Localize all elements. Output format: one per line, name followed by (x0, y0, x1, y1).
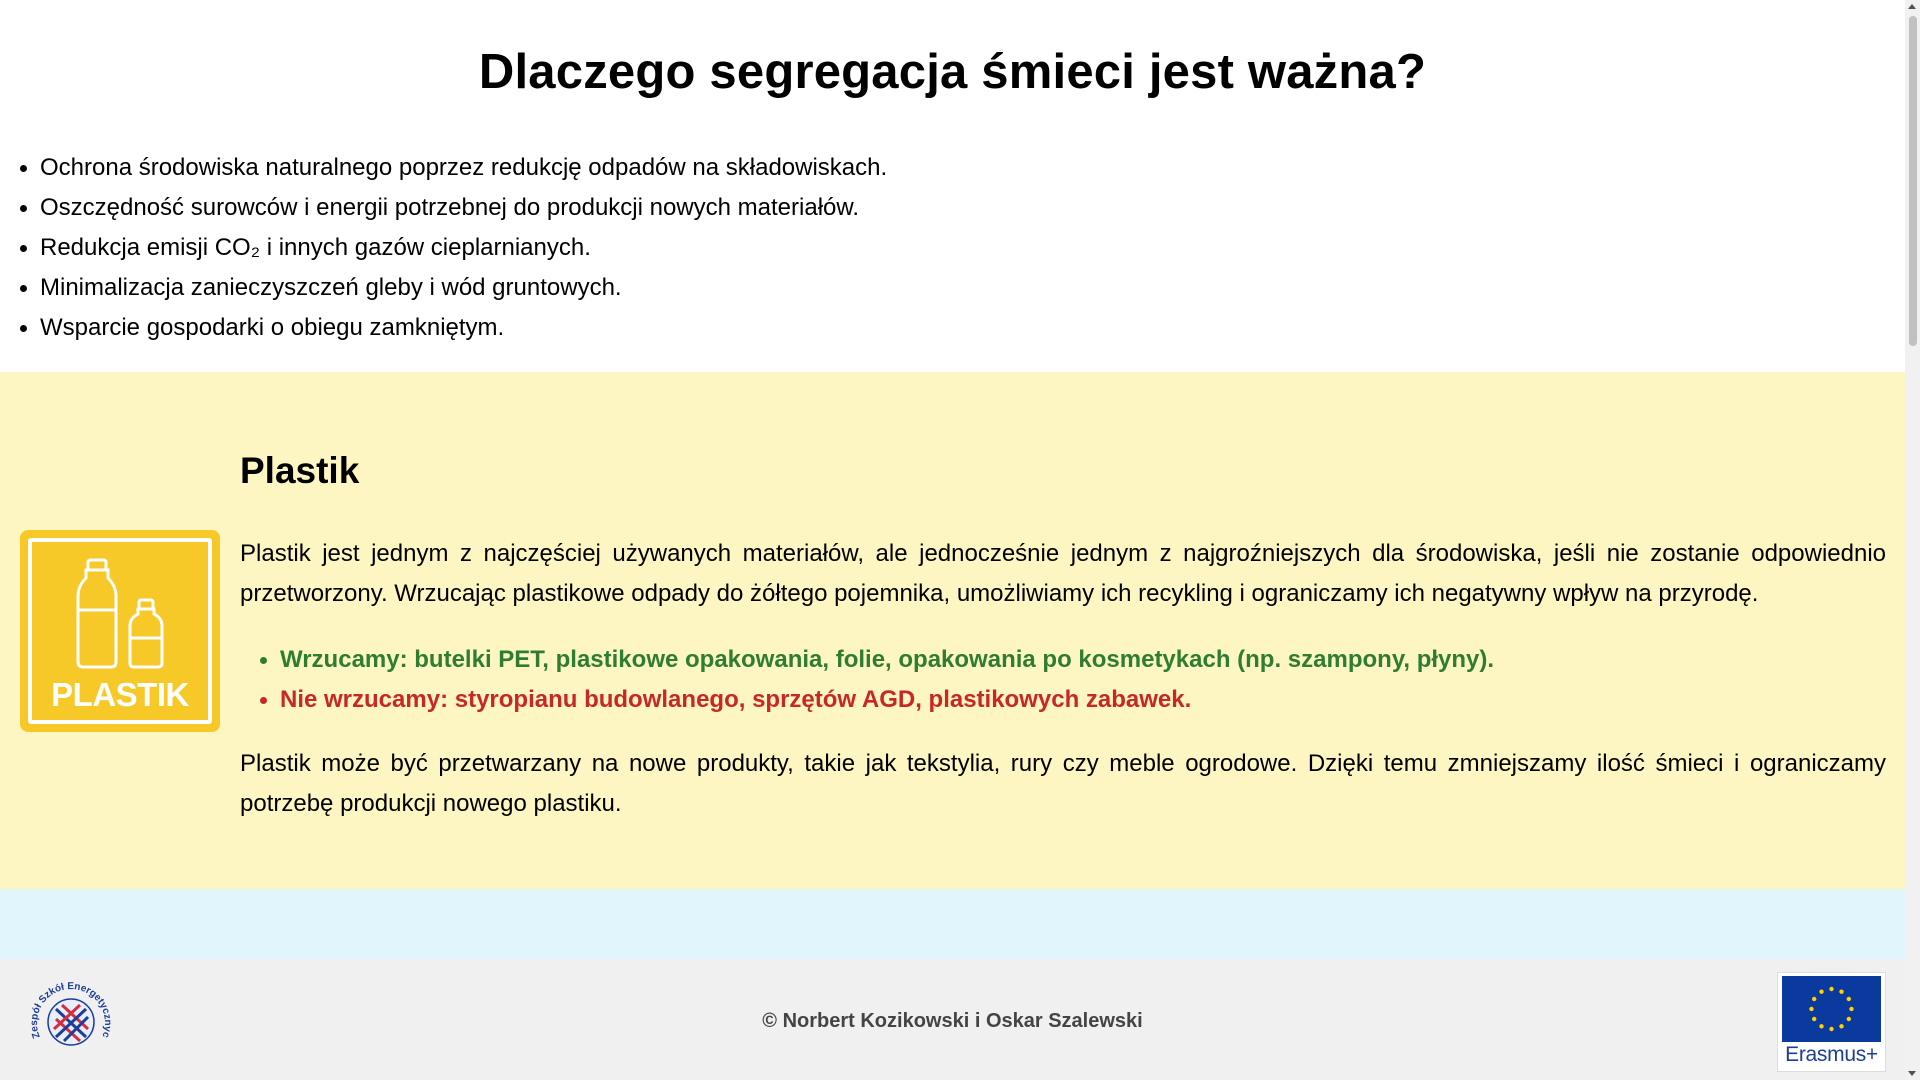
vertical-scrollbar[interactable] (1905, 0, 1920, 1080)
list-item: Wsparcie gospodarki o obiegu zamkniętym. (40, 308, 887, 348)
next-section (0, 889, 1905, 959)
intro-section (0, 0, 1905, 372)
reasons-list (40, 148, 887, 348)
list-item: Ochrona środowiska naturalnego poprzez redukcję odpadów na składowiskach. (40, 148, 887, 188)
section-heading: Plastik (240, 450, 360, 491)
plastic-description: Plastik jest jednym z najczęściej używanych materiałów, ale jednocześnie jednym z najgroźniejszych dla środowiska, jeśli nie zostanie odpowiednio przetworzony. Wrzucając plastikowe odpady do żółtego pojemnika, umożliwiamy ich recykling i ograniczamy ich negatywny wpływ na przyrodę. (240, 540, 1886, 607)
erasmus-logo (1777, 972, 1886, 1072)
scrollbar-thumb[interactable] (1909, 16, 1917, 346)
plastic-bottles-icon (20, 530, 220, 732)
list-item: Redukcja emisji CO₂ i innych gazów cieplarnianych. (40, 228, 887, 268)
erasmus-label: Erasmus+ (1785, 1043, 1878, 1066)
footer (0, 959, 1905, 1080)
page-title: Dlaczego segregacja śmieci jest ważna? (478, 45, 1427, 99)
forbidden-items: Nie wrzucamy: styropianu budowlanego, sprzętów AGD, plastikowych zabawek. (280, 680, 1494, 720)
school-name: Zespół Szkół Energetycznyc (28, 981, 114, 1040)
list-item: Minimalizacja zanieczyszczeń gleby i wód gruntowych. (40, 268, 887, 308)
bin-label: PLASTIK (51, 676, 189, 713)
plastic-section (0, 372, 1905, 889)
sorting-rules-list (280, 640, 1494, 720)
recycling-benefits: Plastik może być przetwarzany na nowe produkty, takie jak tekstylia, rury czy meble ogrodowe. Dzięki temu zmniejszamy ilość śmieci i ograniczamy potrzebę produkcji nowego plastiku. (240, 750, 1886, 817)
copyright: © Norbert Kozikowski i Oskar Szalewski (762, 1010, 1143, 1032)
scroll-down-icon[interactable] (1908, 1071, 1916, 1076)
allowed-items: Wrzucamy: butelki PET, plastikowe opakowania, folie, opakowania po kosmetykach (np. szampony, płyny). (280, 640, 1494, 680)
scroll-up-icon[interactable] (1908, 4, 1916, 9)
eu-flag-icon (1782, 976, 1881, 1042)
list-item: Oszczędność surowców i energii potrzebnej do produkcji nowych materiałów. (40, 188, 887, 228)
